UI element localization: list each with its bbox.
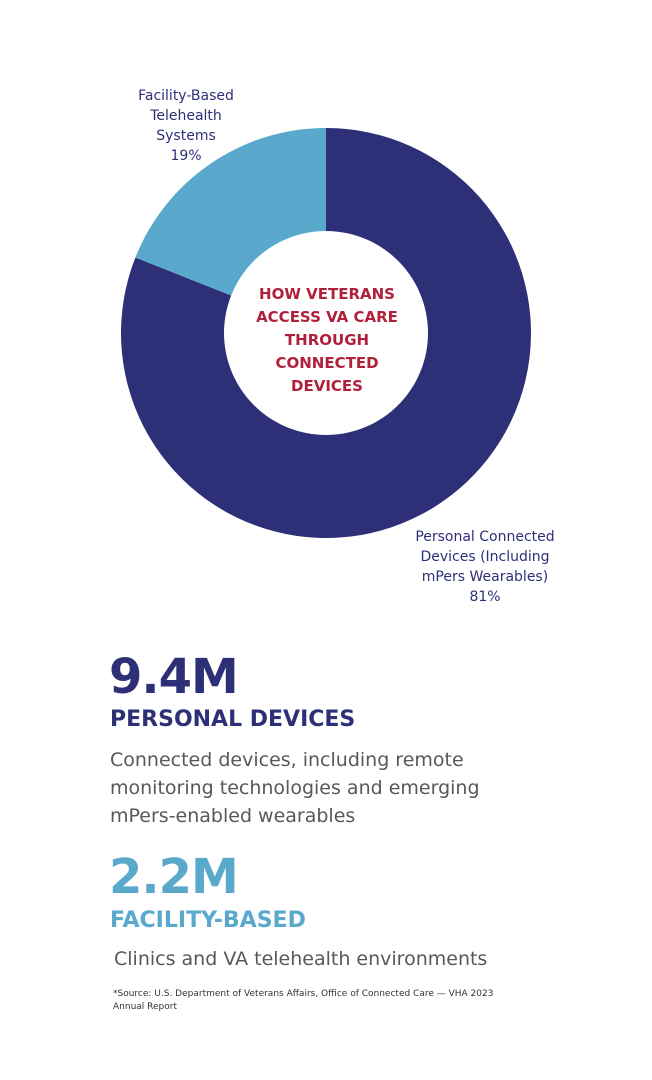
source-footnote — [113, 988, 593, 1014]
personal-label-line-2: Devices (Including — [420, 549, 550, 565]
personal-slice-percent: 81% — [469, 589, 501, 605]
facility-label-line-1: Facility-Based — [138, 88, 234, 104]
personal-devices-stat-value: 9.4M — [109, 649, 238, 705]
facility-label-line-3: Systems — [156, 128, 216, 144]
personal-desc-line-1: Connected devices, including remote — [110, 749, 464, 771]
source-line-1: *Source: U.S. Department of Veterans Affairs, Office of Connected Care — VHA 2023 — [113, 989, 494, 999]
personal-desc-line-3: mPers-enabled wearables — [110, 805, 356, 827]
personal-devices-description — [110, 746, 570, 830]
personal-devices-stat-title: PERSONAL DEVICES — [110, 707, 356, 732]
center-title-line-2: ACCESS VA CARE — [256, 308, 398, 326]
facility-slice-label — [105, 86, 267, 166]
personal-desc-line-2: monitoring technologies and emerging — [110, 777, 480, 799]
facility-slice-percent: 19% — [170, 148, 202, 164]
personal-label-line-3: mPers Wearables) — [421, 569, 549, 585]
center-title-line-3: THROUGH — [284, 331, 370, 349]
chart-center-title — [236, 283, 418, 398]
center-title-line-4: CONNECTED — [275, 354, 379, 372]
personal-label-line-1: Personal Connected — [415, 529, 555, 545]
facility-label-line-2: Telehealth — [150, 108, 222, 124]
center-title-line-5: DEVICES — [291, 377, 363, 395]
source-line-2: Annual Report — [113, 1002, 177, 1012]
facility-based-stat-title: FACILITY-BASED — [110, 908, 306, 933]
personal-slice-label — [390, 527, 580, 607]
facility-based-stat-value: 2.2M — [109, 849, 238, 905]
center-title-line-1: HOW VETERANS — [259, 285, 395, 303]
facility-desc-line-1: Clinics and VA telehealth environments — [114, 948, 488, 970]
facility-based-description — [114, 945, 584, 973]
